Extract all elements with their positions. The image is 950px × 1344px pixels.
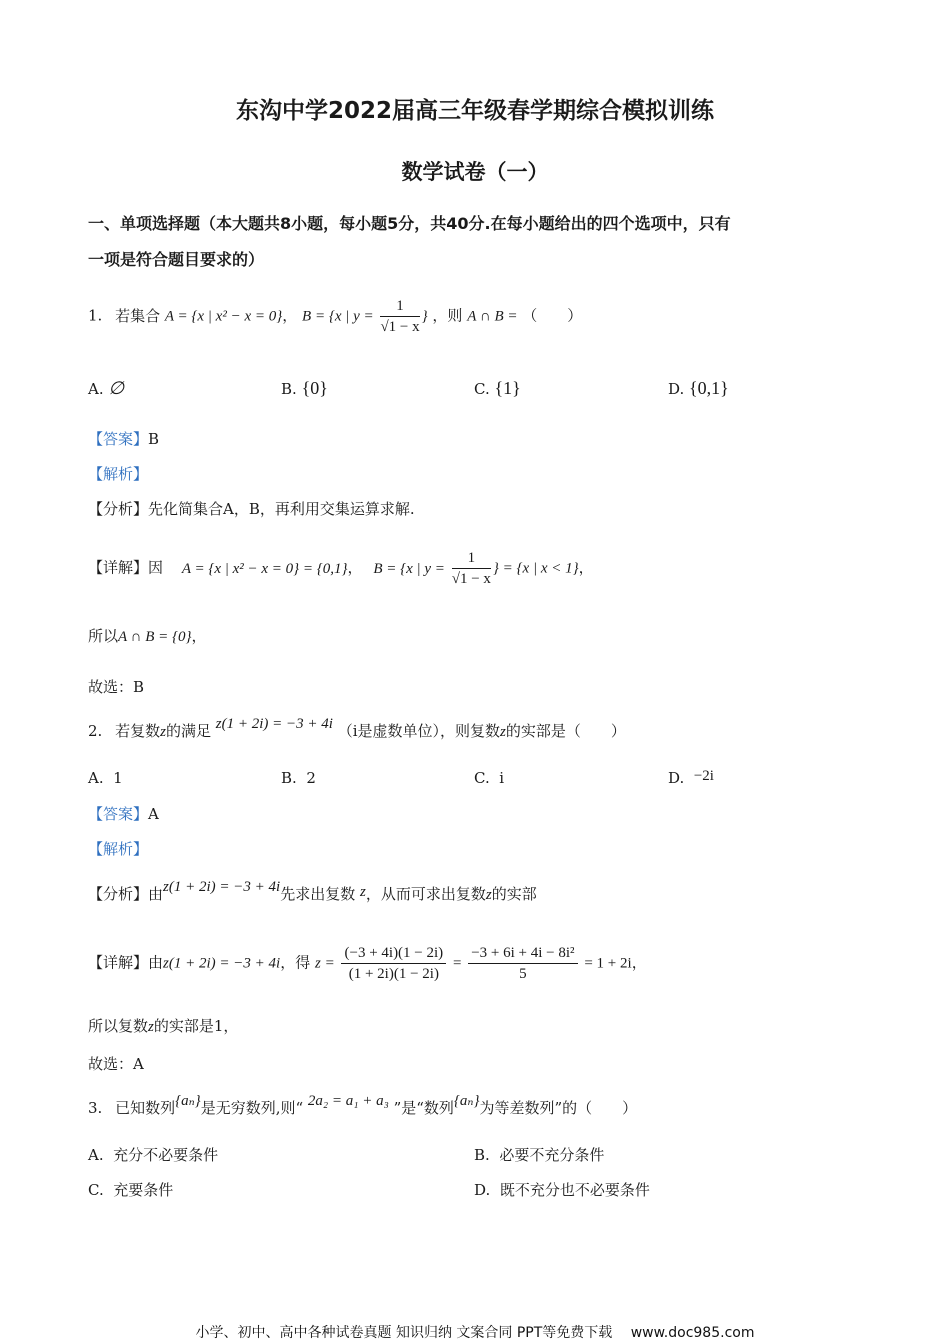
option-d xyxy=(668,769,714,788)
answer-tag: 【答案】 xyxy=(88,805,149,823)
math-equation: z(1 + 2i) = −3 + 4i xyxy=(215,716,333,732)
question-text: 的满足 xyxy=(165,722,211,740)
fenxi-line xyxy=(88,498,415,519)
option-b xyxy=(474,1144,604,1165)
detail-tag: 【详解】 xyxy=(88,558,149,577)
math-set-a: A = {x | x² − x = 0} xyxy=(164,308,283,325)
math-intersection: A ∩ B = {0} xyxy=(118,629,192,645)
detail-tag: 【详解】 xyxy=(88,953,149,972)
math-sequence: {aₙ} xyxy=(453,1093,480,1109)
option-label: B. xyxy=(281,769,297,787)
analysis-tag: 【解析】 xyxy=(88,840,149,858)
option-value: i xyxy=(499,769,505,787)
math-condition: 2a₂ = a₁ + a₃ xyxy=(307,1093,389,1109)
page-title: 东沟中学2022届高三年级春学期综合模拟训练 xyxy=(235,98,714,124)
math-sequence: {aₙ} xyxy=(175,1093,201,1109)
answer-value: B xyxy=(148,430,160,448)
question-1-stem xyxy=(88,296,582,337)
math-set-a: A = {x | x² − x = 0} = {0,1} xyxy=(181,560,348,577)
answer-line xyxy=(88,428,159,449)
option-label: A. xyxy=(88,380,104,398)
choose-line: 故选：A xyxy=(88,1055,144,1073)
fenxi-text: 的实部 xyxy=(491,885,537,903)
conclusion-text: 所以 xyxy=(88,627,119,645)
fenxi-text: 先求出复数 xyxy=(280,885,356,903)
option-c xyxy=(88,1179,173,1200)
option-d xyxy=(668,378,729,399)
page-subtitle: 数学试卷（一） xyxy=(401,160,549,184)
option-label: C. xyxy=(474,380,490,398)
fenxi-tag: 【分析】 xyxy=(88,885,149,903)
conclusion-text: 所以复数 xyxy=(88,1017,149,1035)
math-fraction xyxy=(380,296,419,337)
fraction-denominator: √1 − x xyxy=(380,319,420,335)
option-label: C. xyxy=(474,769,490,787)
detail-line: 【详解】因 A = {x | x² − x = 0} = {0,1}， B = {x | y = $\frac{1}{√1 - x}$ } = {x | x < 1}， xyxy=(88,550,594,587)
analysis-tag: 【解析】 xyxy=(88,465,149,483)
question-text: （i是虚数单位），则复数 xyxy=(337,722,500,740)
answer-line xyxy=(88,803,159,824)
math-result: = 1 + 2i xyxy=(584,955,632,972)
punct: ， xyxy=(191,627,207,645)
question-text: ”是“数列 xyxy=(393,1099,454,1117)
conclusion-line xyxy=(88,1015,238,1036)
conclusion-line xyxy=(88,625,207,646)
option-value: ∅ xyxy=(108,378,125,398)
math-brace: } xyxy=(421,308,428,325)
math-equation: z(1 + 2i) = −3 + 4i xyxy=(163,955,281,972)
option-value: 充分不必要条件 xyxy=(113,1146,219,1164)
option-label: A. xyxy=(88,1146,104,1164)
question-text: 已知数列 xyxy=(115,1099,176,1117)
option-value: 必要不充分条件 xyxy=(499,1146,605,1164)
option-a xyxy=(88,1144,218,1165)
question-text: 是无穷数列,则“ xyxy=(200,1099,304,1117)
option-c xyxy=(474,769,504,787)
question-1-options xyxy=(88,378,848,400)
conclusion-text: 的实部是1， xyxy=(153,1017,239,1035)
question-2-stem xyxy=(88,716,626,741)
math-fraction-1 xyxy=(341,943,446,984)
math-set-b: B = {x | y = xyxy=(302,308,374,325)
question-text: 若复数 xyxy=(115,722,161,740)
option-label: C. xyxy=(88,1181,104,1199)
fraction-numerator: (−3 + 4i)(1 − 2i) xyxy=(341,943,446,964)
answer-blank: （ ） xyxy=(522,306,583,325)
math-z: z xyxy=(500,724,506,740)
question-text: 为等差数列”的（ ） xyxy=(479,1099,638,1117)
question-number: 1. xyxy=(88,306,103,325)
option-value: 1 xyxy=(113,769,123,787)
math-set-b: B = {x | y = xyxy=(373,560,445,577)
fenxi-text: ，从而可求出复数 xyxy=(365,885,486,903)
punct: ， xyxy=(578,558,594,577)
footer-banner: 小学、初中、高中各种试卷真题 知识归纳 文案合同 PPT等免费下载 www.doc985.com xyxy=(195,1325,755,1341)
math-z: z xyxy=(359,884,366,900)
math-z: z xyxy=(148,1019,154,1035)
fraction-denominator: 5 xyxy=(519,966,527,982)
option-label: D. xyxy=(474,1181,491,1199)
answer-tag: 【答案】 xyxy=(88,430,149,448)
math-equation: z(1 + 2i) = −3 + 4i xyxy=(163,879,281,895)
section-heading-line1: 一、单项选择题（本大题共8小题，每小题5分，共40分.在每小题给出的四个选项中，只有 xyxy=(88,214,731,233)
fraction-numerator: −3 + 6i + 4i − 8i² xyxy=(468,943,577,964)
fraction-numerator: 1 xyxy=(452,548,491,569)
math-z: z xyxy=(160,724,166,740)
option-b xyxy=(281,378,328,399)
punct: ， xyxy=(631,953,647,972)
question-text: ，则 xyxy=(432,306,463,325)
fenxi-text: 由 xyxy=(148,885,164,903)
option-value: 2 xyxy=(306,769,316,787)
question-2-options xyxy=(88,769,848,791)
option-value: {1} xyxy=(494,378,521,398)
fenxi-line xyxy=(88,879,537,904)
option-label: A. xyxy=(88,769,104,787)
fraction-numerator: 1 xyxy=(380,296,419,317)
option-value: {0,1} xyxy=(689,378,729,398)
option-c xyxy=(474,378,521,399)
question-text: 若集合 xyxy=(115,306,161,325)
option-label: D. xyxy=(668,769,685,787)
fraction-denominator: (1 + 2i)(1 − 2i) xyxy=(348,966,439,982)
math-equals: = xyxy=(452,955,462,972)
math-set-result: } = {x | x < 1} xyxy=(492,560,579,577)
option-label: B. xyxy=(281,380,297,398)
math-expression: A ∩ B = xyxy=(467,308,518,325)
math-fraction-2 xyxy=(468,943,577,984)
option-a xyxy=(88,769,123,787)
math-z: z xyxy=(485,887,492,903)
option-label: B. xyxy=(474,1146,490,1164)
question-number: 3. xyxy=(88,1099,103,1117)
punct: ， xyxy=(282,306,298,325)
math-fraction xyxy=(452,548,491,589)
option-d xyxy=(474,1179,650,1200)
detail-text: 由 xyxy=(148,953,164,972)
option-b xyxy=(281,769,316,787)
fraction-denominator: √1 − x xyxy=(451,571,491,587)
question-number: 2. xyxy=(88,722,103,740)
option-value: −2i xyxy=(693,768,714,784)
detail-line xyxy=(88,943,647,984)
choose-line: 故选：B xyxy=(88,678,145,696)
option-value: 既不充分也不必要条件 xyxy=(499,1181,650,1199)
math-z-equals: z = xyxy=(314,955,335,972)
option-a xyxy=(88,378,124,399)
question-3-stem xyxy=(88,1093,638,1118)
detail-text: ，得 xyxy=(280,953,311,972)
fenxi-text: 先化简集合A，B，再利用交集运算求解. xyxy=(148,500,415,518)
detail-text: 因 xyxy=(148,558,164,577)
fenxi-tag: 【分析】 xyxy=(88,500,149,518)
option-label: D. xyxy=(668,380,685,398)
option-value: 充要条件 xyxy=(113,1181,174,1199)
section-heading-line2: 一项是符合题目要求的） xyxy=(88,250,265,269)
option-value: {0} xyxy=(301,378,328,398)
question-text: 的实部是（ ） xyxy=(505,722,626,740)
answer-value: A xyxy=(148,805,159,823)
